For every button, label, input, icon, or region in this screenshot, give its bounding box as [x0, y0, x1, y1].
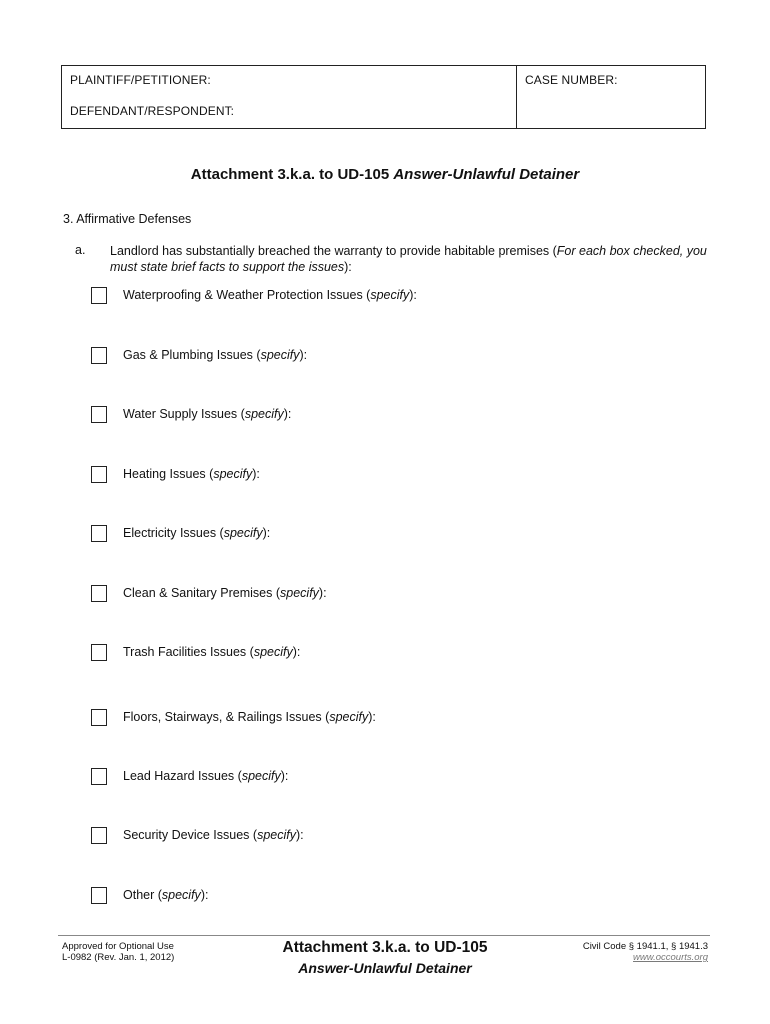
footer-divider — [58, 935, 710, 936]
security-device-checkbox[interactable] — [91, 827, 107, 844]
form-number: L-0982 (Rev. Jan. 1, 2012) — [62, 952, 175, 963]
caption-divider — [516, 66, 517, 128]
gas-plumbing-checkbox[interactable] — [91, 347, 107, 364]
waterproofing-checkbox[interactable] — [91, 287, 107, 304]
plaintiff-label: PLAINTIFF/PETITIONER: — [70, 73, 211, 87]
water-supply-checkbox[interactable] — [91, 406, 107, 423]
civil-code-citation: Civil Code § 1941.1, § 1941.3 — [582, 941, 708, 952]
checklist-label: Water Supply Issues (specify): — [123, 407, 292, 421]
checklist-label: Floors, Stairways, & Railings Issues (specify): — [123, 710, 376, 724]
page-title — [0, 166, 770, 183]
lead-hazard-checkbox[interactable] — [91, 768, 107, 785]
electricity-checkbox[interactable] — [91, 525, 107, 542]
floors-checkbox[interactable] — [91, 709, 107, 726]
footer-title-line2: Answer-Unlawful Detainer — [298, 960, 472, 976]
checklist-label: Waterproofing & Weather Protection Issues (specify): — [123, 288, 417, 302]
checklist-label: Electricity Issues (specify): — [123, 526, 271, 540]
website-link[interactable]: www.occourts.org — [633, 952, 708, 963]
case-caption-box — [61, 65, 706, 129]
heating-checkbox[interactable] — [91, 466, 107, 483]
item-letter: a. — [75, 243, 86, 257]
checklist-label: Other (specify): — [123, 888, 209, 902]
other-checkbox[interactable] — [91, 887, 107, 904]
title-italic: Answer-Unlawful Detainer — [393, 166, 580, 183]
checklist-label: Heating Issues (specify): — [123, 467, 260, 481]
section-heading: 3. Affirmative Defenses — [63, 212, 192, 226]
item-text: Landlord has substantially breached the warranty to provide habitable premises ( — [110, 244, 557, 258]
item-end: ): — [344, 260, 352, 274]
checklist-label: Clean & Sanitary Premises (specify): — [123, 586, 327, 600]
checklist-label: Security Device Issues (specify): — [123, 828, 304, 842]
clean-sanitary-checkbox[interactable] — [91, 585, 107, 602]
checklist-label: Trash Facilities Issues (specify): — [123, 645, 301, 659]
checklist-label: Gas & Plumbing Issues (specify): — [123, 348, 308, 362]
footer-title — [230, 938, 540, 978]
footer-title-line1: Attachment 3.k.a. to UD-105 — [282, 939, 488, 956]
approval-text: Approved for Optional Use — [62, 941, 174, 952]
defendant-label: DEFENDANT/RESPONDENT: — [70, 104, 235, 118]
title-prefix: Attachment 3.k.a. to UD-105 — [190, 166, 394, 183]
footer-form-info — [62, 941, 174, 963]
trash-checkbox[interactable] — [91, 644, 107, 661]
case-number-label: CASE NUMBER: — [525, 73, 618, 87]
footer-citation — [583, 941, 708, 963]
checklist-label: Lead Hazard Issues (specify): — [123, 769, 289, 783]
item-italic: For each box checked, you must state brief facts to support the issues — [110, 244, 707, 274]
item-description — [110, 243, 710, 275]
